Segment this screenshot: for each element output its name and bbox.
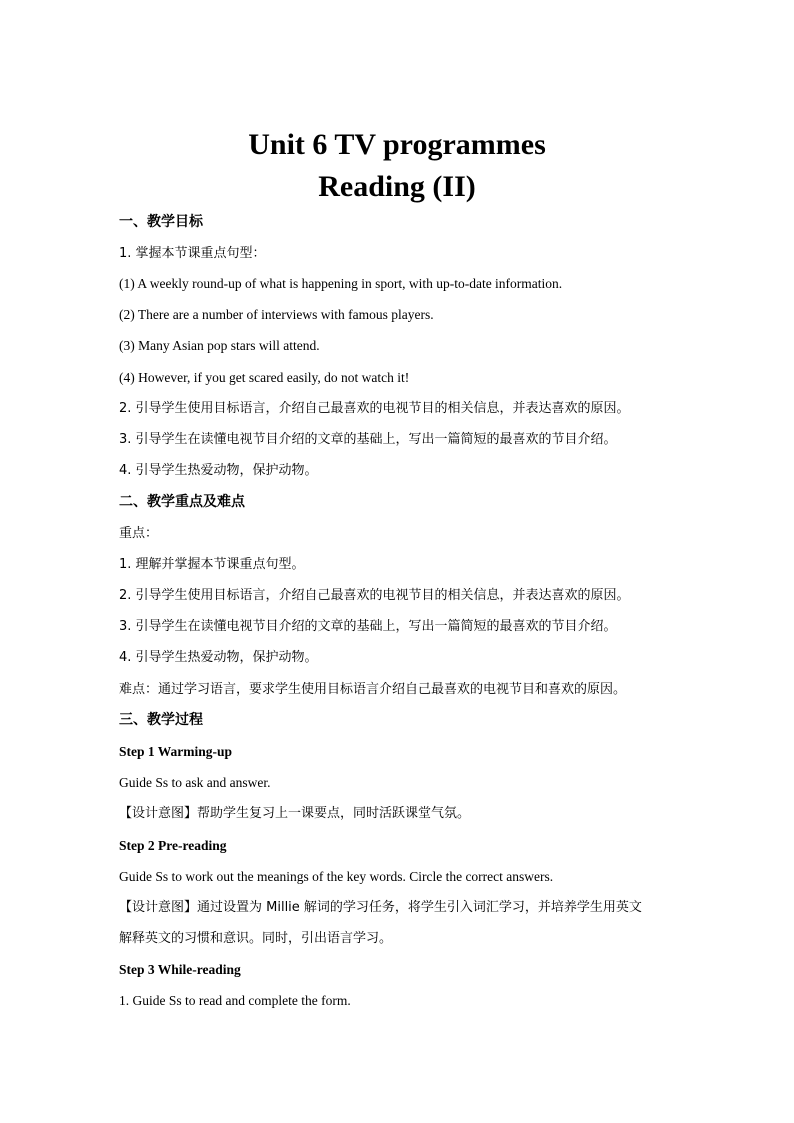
step1-heading: Step 1 Warming-up: [119, 744, 233, 759]
focus-item-2: 2. 引导学生使用目标语言，介绍自己最喜欢的电视节目的相关信息，并表达喜欢的原因。: [119, 588, 630, 603]
key-sentence-2: (2) There are a number of interviews with famous players.: [119, 307, 434, 322]
focus-item-3: 3. 引导学生在读懂电视节目介绍的文章的基础上，写出一篇简短的最喜欢的节目介绍。: [119, 619, 617, 634]
step2-heading: Step 2 Pre-reading: [119, 838, 227, 853]
step1-text: Guide Ss to ask and answer.: [119, 775, 271, 790]
difficulty-text: 难点：通过学习语言，要求学生使用目标语言介绍自己最喜欢的电视节目和喜欢的原因。: [119, 682, 627, 697]
section-heading-objectives: 一、教学目标: [119, 214, 203, 230]
key-sentence-1: (1) A weekly round-up of what is happening in sport, with up-to-date information.: [119, 276, 563, 291]
focus-item-4: 4. 引导学生热爱动物，保护动物。: [119, 650, 318, 665]
section-heading-process: 三、教学过程: [119, 712, 203, 728]
focus-item-1: 1. 理解并掌握本节课重点句型。: [119, 557, 305, 572]
objective-item-3: 3. 引导学生在读懂电视节目介绍的文章的基础上，写出一篇简短的最喜欢的节目介绍。: [119, 432, 617, 447]
step2-intent-line1: 【设计意图】通过设置为 Millie 解词的学习任务，将学生引入词汇学习，并培养学生用英文: [119, 900, 642, 915]
step2-text: Guide Ss to work out the meanings of the key words. Circle the correct answers.: [119, 869, 554, 884]
objective-item-4: 4. 引导学生热爱动物，保护动物。: [119, 463, 318, 478]
key-sentence-4: (4) However, if you get scared easily, do not watch it!: [119, 370, 410, 385]
step2-intent-line2: 解释英文的习惯和意识。同时，引出语言学习。: [119, 931, 393, 946]
step1-intent: 【设计意图】帮助学生复习上一课要点，同时活跃课堂气氛。: [119, 806, 471, 821]
key-sentence-3: (3) Many Asian pop stars will attend.: [119, 338, 320, 353]
document-subtitle: Reading (II): [318, 170, 476, 203]
objective-item-2: 2. 引导学生使用目标语言，介绍自己最喜欢的电视节目的相关信息，并表达喜欢的原因。: [119, 401, 630, 416]
objective-item-1: 1. 掌握本节课重点句型：: [119, 246, 266, 261]
document-title: Unit 6 TV programmes: [248, 128, 546, 161]
step3-text: 1. Guide Ss to read and complete the form.: [119, 993, 351, 1008]
focus-label: 重点：: [119, 526, 159, 541]
step3-heading: Step 3 While-reading: [119, 962, 241, 977]
section-heading-focus: 二、教学重点及难点: [119, 494, 245, 510]
